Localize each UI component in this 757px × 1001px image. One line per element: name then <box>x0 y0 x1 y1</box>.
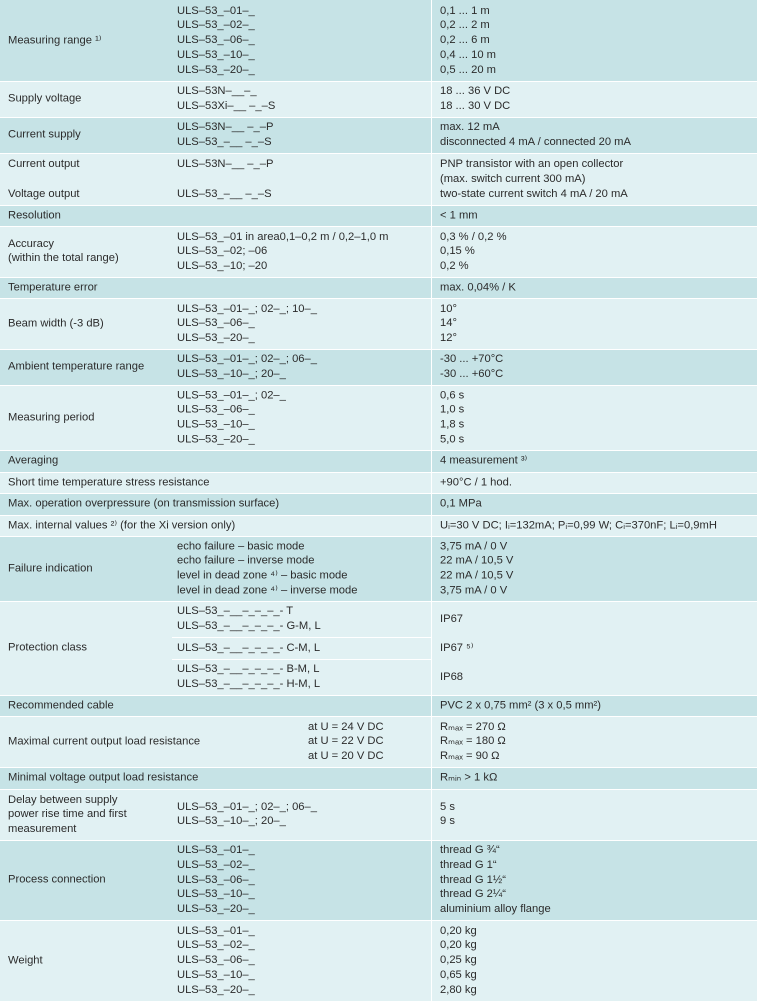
parameter-line: Voltage output <box>8 187 80 200</box>
parameter-label: Resolution <box>8 209 61 222</box>
spec-value: < 1 mm <box>440 209 478 222</box>
model-list <box>177 229 388 273</box>
model-list <box>177 4 255 78</box>
spec-value: 9 s <box>440 815 455 828</box>
model-list <box>177 662 320 692</box>
model-code: ULS–53_–02; –06 <box>177 245 268 258</box>
value-list <box>440 280 516 295</box>
model-code <box>177 172 273 187</box>
spec-value: 4 measurement ³⁾ <box>440 454 528 467</box>
model-code: ULS–53_–06–_ <box>177 317 255 330</box>
spec-value: -30 ... +70°C <box>440 353 504 366</box>
model-code: level in dead zone ⁴⁾ – basic mode <box>177 569 348 582</box>
spec-value: (max. switch current 300 mA) <box>440 172 586 185</box>
model-code: ULS–53_–02–_ <box>177 19 255 32</box>
row-separator <box>0 767 757 768</box>
group-separator <box>172 637 431 638</box>
spec-row <box>0 767 757 789</box>
model-code: ULS–53N–__ –_–P <box>177 121 274 134</box>
spec-value: 1,8 s <box>440 418 465 431</box>
spec-value: PVC 2 x 0,75 mm² (3 x 0,5 mm²) <box>440 699 602 712</box>
model-list <box>177 84 275 114</box>
value-list <box>440 670 463 685</box>
model-list <box>177 843 255 917</box>
condition-list <box>308 719 384 763</box>
value-list <box>440 475 512 490</box>
parameter-line <box>8 172 80 187</box>
model-code: ULS–53_–01–_; 02–_; 06–_ <box>177 800 317 813</box>
row-separator <box>0 695 757 696</box>
spec-value: 5 s <box>440 800 455 813</box>
model-code: ULS–53_–10–_ <box>177 968 255 981</box>
parameter-label: Protection class <box>8 641 87 654</box>
value-list <box>440 229 507 273</box>
spec-value: 0,1 MPa <box>440 497 482 510</box>
parameter-line: Current output <box>8 157 80 170</box>
spec-value: Rₘᵢₙ > 1 kΩ <box>440 771 498 784</box>
spec-row <box>0 226 757 277</box>
parameter-label: Temperature error <box>8 281 98 294</box>
model-code: ULS–53_–06–_ <box>177 34 255 47</box>
row-separator <box>0 349 757 350</box>
spec-row <box>0 493 757 515</box>
model-list <box>177 924 255 998</box>
row-separator <box>0 117 757 118</box>
model-code: ULS–53_–__ –_–S <box>177 136 272 148</box>
model-code: ULS–53_–20–_ <box>177 331 255 344</box>
spec-row <box>0 920 757 1001</box>
model-code: level in dead zone ⁴⁾ – inverse mode <box>177 584 358 597</box>
parameter-line: power rise time and first <box>8 808 127 821</box>
row-separator <box>0 840 757 841</box>
spec-value: aluminium alloy flange <box>440 903 551 916</box>
model-code: ULS–53N–__ –_–P <box>177 157 274 170</box>
parameter-label <box>8 157 80 201</box>
model-list <box>177 604 321 634</box>
spec-value: 0,65 kg <box>440 968 477 981</box>
parameter-label: Recommended cable <box>8 699 114 712</box>
model-code: echo failure – inverse mode <box>177 554 315 567</box>
spec-value: 0,3 % / 0,2 % <box>440 230 507 243</box>
row-separator <box>0 920 757 921</box>
spec-value: thread G 2¼“ <box>440 888 506 901</box>
parameter-label: Maximal current output load resistance <box>8 735 201 748</box>
row-separator <box>0 601 757 602</box>
spec-value: 0,4 ... 10 m <box>440 48 496 61</box>
spec-value: 0,25 kg <box>440 954 477 967</box>
row-separator <box>0 472 757 473</box>
spec-value: 0,2 ... 2 m <box>440 19 490 32</box>
model-code: ULS–53_–20–_ <box>177 903 255 916</box>
spec-value: 0,5 ... 20 m <box>440 63 496 76</box>
value-list <box>440 84 510 114</box>
spec-value: two-state current switch 4 mA / 20 mA <box>440 187 628 200</box>
spec-row <box>0 81 757 117</box>
model-list <box>177 388 286 447</box>
value-list <box>440 641 474 656</box>
parameter-label: Short time temperature stress resistance <box>8 476 210 489</box>
value-list <box>440 208 478 223</box>
row-separator <box>0 298 757 299</box>
spec-value: 0,20 kg <box>440 939 477 952</box>
model-code: ULS–53_–01–_ <box>177 924 255 937</box>
model-list <box>177 352 317 382</box>
parameter-label: Weight <box>8 954 43 967</box>
model-code: ULS–53_–01–_; 02–_ <box>177 388 286 401</box>
value-list <box>440 719 506 763</box>
spec-row <box>0 385 757 450</box>
spec-value: 0,1 ... 1 m <box>440 4 490 17</box>
model-code: ULS–53_–01–_ <box>177 844 255 857</box>
model-code: ULS–53_–__ –_–S <box>177 187 272 200</box>
row-separator <box>0 205 757 206</box>
model-code: ULS–53_–20–_ <box>177 63 255 76</box>
model-code: ULS–53_–06–_ <box>177 954 255 967</box>
spec-value: 22 mA / 10,5 V <box>440 569 514 582</box>
condition: at U = 22 V DC <box>308 735 384 748</box>
spec-value: 3,75 mA / 0 V <box>440 539 508 552</box>
parameter-label: Measuring range ¹⁾ <box>8 34 102 47</box>
model-code: ULS–53_–10–_ <box>177 48 255 61</box>
spec-value: max. 0,04% / K <box>440 281 516 294</box>
value-list <box>440 388 464 447</box>
model-code: ULS–53_–01 in area0,1–0,2 m / 0,2–1,0 m <box>177 230 389 243</box>
parameter-label: Max. operation overpressure (on transmission surface) <box>8 497 280 510</box>
spec-value: thread G ¾“ <box>440 844 500 857</box>
model-code: ULS–53_–__–_–_–_- G-M, L <box>177 619 321 632</box>
model-code: ULS–53_–01–_; 02–_; 10–_ <box>177 302 317 315</box>
parameter-label: Supply voltage <box>8 92 82 105</box>
row-separator <box>0 385 757 386</box>
model-code: ULS–53Xi–__ –_–S <box>177 100 276 112</box>
spec-value: 5,0 s <box>440 433 465 446</box>
model-list <box>177 800 317 830</box>
model-code: ULS–53_–10–_ <box>177 418 255 431</box>
spec-value: 1,0 s <box>440 403 465 416</box>
spec-value: Rₘₐₓ = 180 Ω <box>440 735 506 748</box>
spec-value: Rₘₐₓ = 90 Ω <box>440 749 500 762</box>
spec-value: 10° <box>440 302 457 315</box>
parameter-line: Delay between supply <box>8 793 118 806</box>
group-separator <box>172 659 431 660</box>
value-list <box>440 301 457 345</box>
model-code: ULS–53_–01–_ <box>177 4 255 17</box>
spec-row <box>0 450 757 472</box>
model-code: echo failure – basic mode <box>177 539 305 552</box>
model-code: ULS–53_–06–_ <box>177 403 255 416</box>
value-list <box>440 698 601 713</box>
model-list <box>177 301 317 345</box>
row-separator <box>0 716 757 717</box>
spec-value: 0,15 % <box>440 245 475 258</box>
spec-value: 22 mA / 10,5 V <box>440 554 514 567</box>
row-separator <box>0 81 757 82</box>
model-code: ULS–53_–10; –20 <box>177 259 268 272</box>
parameter-label: Max. internal values ²⁾ (for the Xi version only) <box>8 519 236 532</box>
value-list <box>440 120 631 150</box>
row-separator <box>0 515 757 516</box>
spec-value: +90°C / 1 hod. <box>440 476 512 489</box>
row-separator <box>0 153 757 154</box>
spec-value: PNP transistor with an open collector <box>440 157 624 170</box>
value-list <box>440 843 551 917</box>
parameter-label: Averaging <box>8 454 59 467</box>
value-list <box>440 454 527 469</box>
spec-value: 0,20 kg <box>440 924 477 937</box>
spec-value: 0,6 s <box>440 388 465 401</box>
value-list <box>440 771 497 786</box>
condition: at U = 24 V DC <box>308 720 384 733</box>
parameter-label: Ambient temperature range <box>8 360 145 373</box>
parameter-line: measurement <box>8 822 77 835</box>
model-code: ULS–53_–10–_; 20–_ <box>177 368 286 380</box>
spec-row <box>0 716 757 767</box>
spec-value: 14° <box>440 317 457 330</box>
parameter-label: Measuring period <box>8 411 95 424</box>
spec-value: 18 ... 36 V DC <box>440 85 511 98</box>
spec-row <box>0 515 757 536</box>
spec-row <box>0 536 757 601</box>
value-list <box>440 4 496 78</box>
spec-row <box>0 277 757 298</box>
model-list <box>177 641 320 656</box>
row-separator <box>0 450 757 451</box>
parameter-label <box>8 237 119 267</box>
parameter-label: Beam width (-3 dB) <box>8 317 104 330</box>
model-code: ULS–53_–__–_–_–_- B-M, L <box>177 663 320 676</box>
spec-row <box>0 349 757 385</box>
spec-value: thread G 1½“ <box>440 873 506 886</box>
condition: at U = 20 V DC <box>308 749 384 762</box>
spec-row <box>0 789 757 840</box>
model-code: ULS–53_–02–_ <box>177 939 255 952</box>
row-separator <box>0 789 757 790</box>
spec-value: 0,2 % <box>440 259 469 272</box>
spec-row <box>0 840 757 920</box>
value-list <box>440 612 463 627</box>
model-code: ULS–53_–20–_ <box>177 983 255 996</box>
spec-row <box>0 0 757 81</box>
spec-row <box>0 205 757 226</box>
spec-value: Uᵢ=30 V DC; Iᵢ=132mA; Pᵢ=0,99 W; Cᵢ=370nF; Lᵢ=0,9mH <box>440 519 717 532</box>
value-list <box>440 539 513 598</box>
model-list <box>177 120 273 150</box>
value-list <box>440 518 717 533</box>
spec-row <box>0 695 757 716</box>
parameter-label: Process connection <box>8 873 106 886</box>
row-separator <box>0 226 757 227</box>
model-list <box>177 157 273 201</box>
spec-row <box>0 298 757 349</box>
value-list <box>440 497 482 512</box>
row-separator <box>0 536 757 537</box>
row-separator <box>0 277 757 278</box>
parameter-label: Current supply <box>8 128 81 141</box>
value-list <box>440 800 455 830</box>
value-list <box>440 352 503 382</box>
model-list <box>177 539 357 598</box>
spec-row <box>0 117 757 153</box>
model-code: ULS–53_–10–_ <box>177 888 255 901</box>
spec-value: disconnected 4 mA / connected 20 mA <box>440 136 631 148</box>
spec-value: 2,80 kg <box>440 983 477 996</box>
model-code: ULS–53_–__–_–_–_- T <box>177 605 294 618</box>
model-code: ULS–53_–01–_; 02–_; 06–_ <box>177 353 317 366</box>
parameter-label <box>8 792 127 836</box>
spec-row <box>0 153 757 205</box>
model-code: ULS–53_–__–_–_–_- H-M, L <box>177 677 321 690</box>
spec-value: 12° <box>440 331 457 344</box>
model-code: ULS–53_–20–_ <box>177 433 255 446</box>
parameter-line: (within the total range) <box>8 252 119 265</box>
row-separator <box>0 493 757 494</box>
parameter-label: Failure indication <box>8 562 93 575</box>
spec-value: 3,75 mA / 0 V <box>440 584 508 597</box>
model-code: ULS–53_–__–_–_–_- C-M, L <box>177 641 321 654</box>
spec-value: 0,2 ... 6 m <box>440 34 490 47</box>
spec-value: -30 ... +60°C <box>440 368 504 380</box>
value-list <box>440 924 477 998</box>
spec-value: Rₘₐₓ = 270 Ω <box>440 720 506 733</box>
column-divider <box>431 0 432 1001</box>
spec-value: 18 ... 30 V DC <box>440 100 511 112</box>
spec-value: max. 12 mA <box>440 121 500 134</box>
spec-row <box>0 601 757 695</box>
parameter-label: Minimal voltage output load resistance <box>8 771 199 784</box>
value-list <box>440 157 628 201</box>
parameter-line: Accuracy <box>8 237 55 250</box>
spec-value: IP67 <box>440 612 464 625</box>
model-code: ULS–53_–06–_ <box>177 873 255 886</box>
spec-value: IP68 <box>440 670 464 683</box>
spec-value: IP67 ⁵⁾ <box>440 641 474 654</box>
spec-row <box>0 472 757 493</box>
spec-value: thread G 1“ <box>440 858 497 871</box>
model-code: ULS–53_–10–_; 20–_ <box>177 815 286 828</box>
model-code: ULS–53_–02–_ <box>177 858 255 871</box>
model-code: ULS–53N–__–_ <box>177 85 257 98</box>
